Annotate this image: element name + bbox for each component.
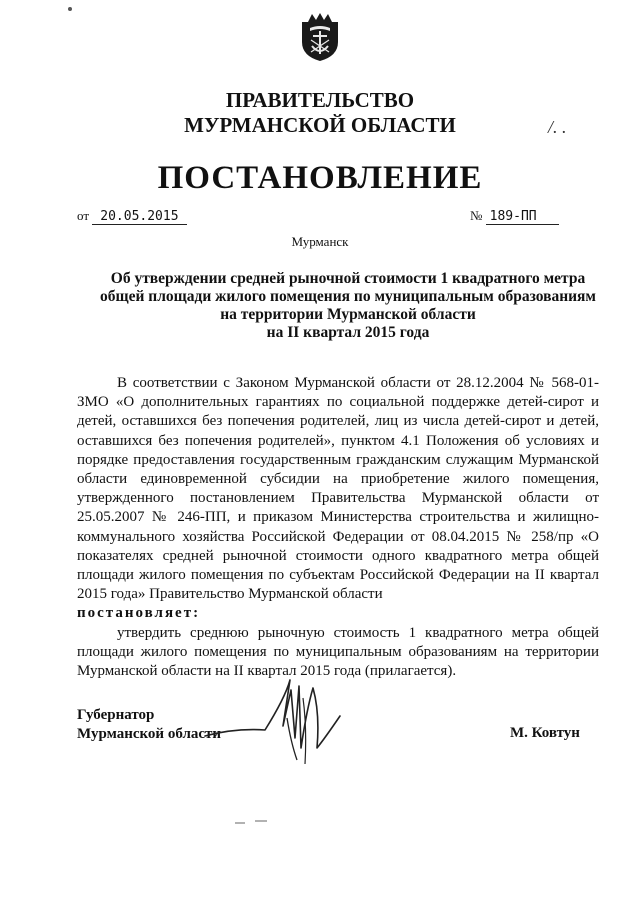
title-line: на II квартал 2015 года [266, 324, 430, 341]
title-line: на территории Мурманской области [220, 306, 476, 323]
resolution-paragraph: утвердить среднюю рыночную стоимость 1 квадратного метра общей площади жилого помещения по муниципальным образованиям на территории Мурманской области на II квартал 2015 года (прилагается). [77, 624, 599, 680]
document-type-heading: ПОСТАНОВЛЕНИЕ [157, 160, 483, 196]
preamble-paragraph: В соответствии с Законом Мурманской области от 28.12.2004 № 568-01-ЗМО «О дополнительных гарантиях по социальной поддержке детей-сирот и детей, оставшихся без попечения родителей, лиц из числа детей-сирот и детей, оставшихся без попечения родителей», пунктом 4.1 Положения об условиях и порядке предоставления государственным гражданским служащим Мурманской области единовременной субсидии на приобретение жилого помещения, утвержденного постановлением Правительства Мурманской области от 25.05.2007 № 246-ПП, и приказом Министерства строительства и жилищно-коммунального хозяйства Российской Федерации от 08.04.2015 № 258/пр «О показателях средней рыночной стоимости одного квадратного метра общей площади жилого помещения по субъектам Российской Федерации на II квартал 2015 года» Правительство Мурманской области [77, 375, 599, 603]
decree-number-row [470, 208, 559, 224]
government-name-line1: ПРАВИТЕЛЬСТВО [225, 88, 415, 112]
decree-body [77, 374, 599, 681]
scan-mark [233, 818, 273, 826]
signatory-name: М. Ковтун [510, 725, 580, 741]
title-line: Об утверждении средней рыночной стоимости 1 квадратного метра [110, 270, 586, 287]
government-name-line2: МУРМАНСКОЙ ОБЛАСТИ [184, 113, 456, 137]
scan-speck [68, 7, 72, 11]
number-prefix: № [470, 208, 483, 223]
decree-date-row [77, 208, 187, 224]
coat-of-arms-icon [300, 12, 340, 62]
resolves-keyword: постановляет: [77, 605, 201, 622]
issue-city: Мурманск [291, 234, 349, 249]
decree-title [98, 270, 598, 342]
handwritten-signature [195, 668, 345, 768]
date-prefix: от [77, 208, 90, 223]
handwritten-corner-mark: /. . [548, 117, 567, 137]
signatory-position-line1: Губернатор [77, 707, 155, 723]
signatory-position-line2: Мурманской области [77, 726, 222, 742]
title-line: общей площади жилого помещения по муниципальным образованиям [100, 288, 596, 305]
decree-number: 189-ПП [486, 209, 559, 225]
decree-date: 20.05.2015 [92, 209, 186, 225]
